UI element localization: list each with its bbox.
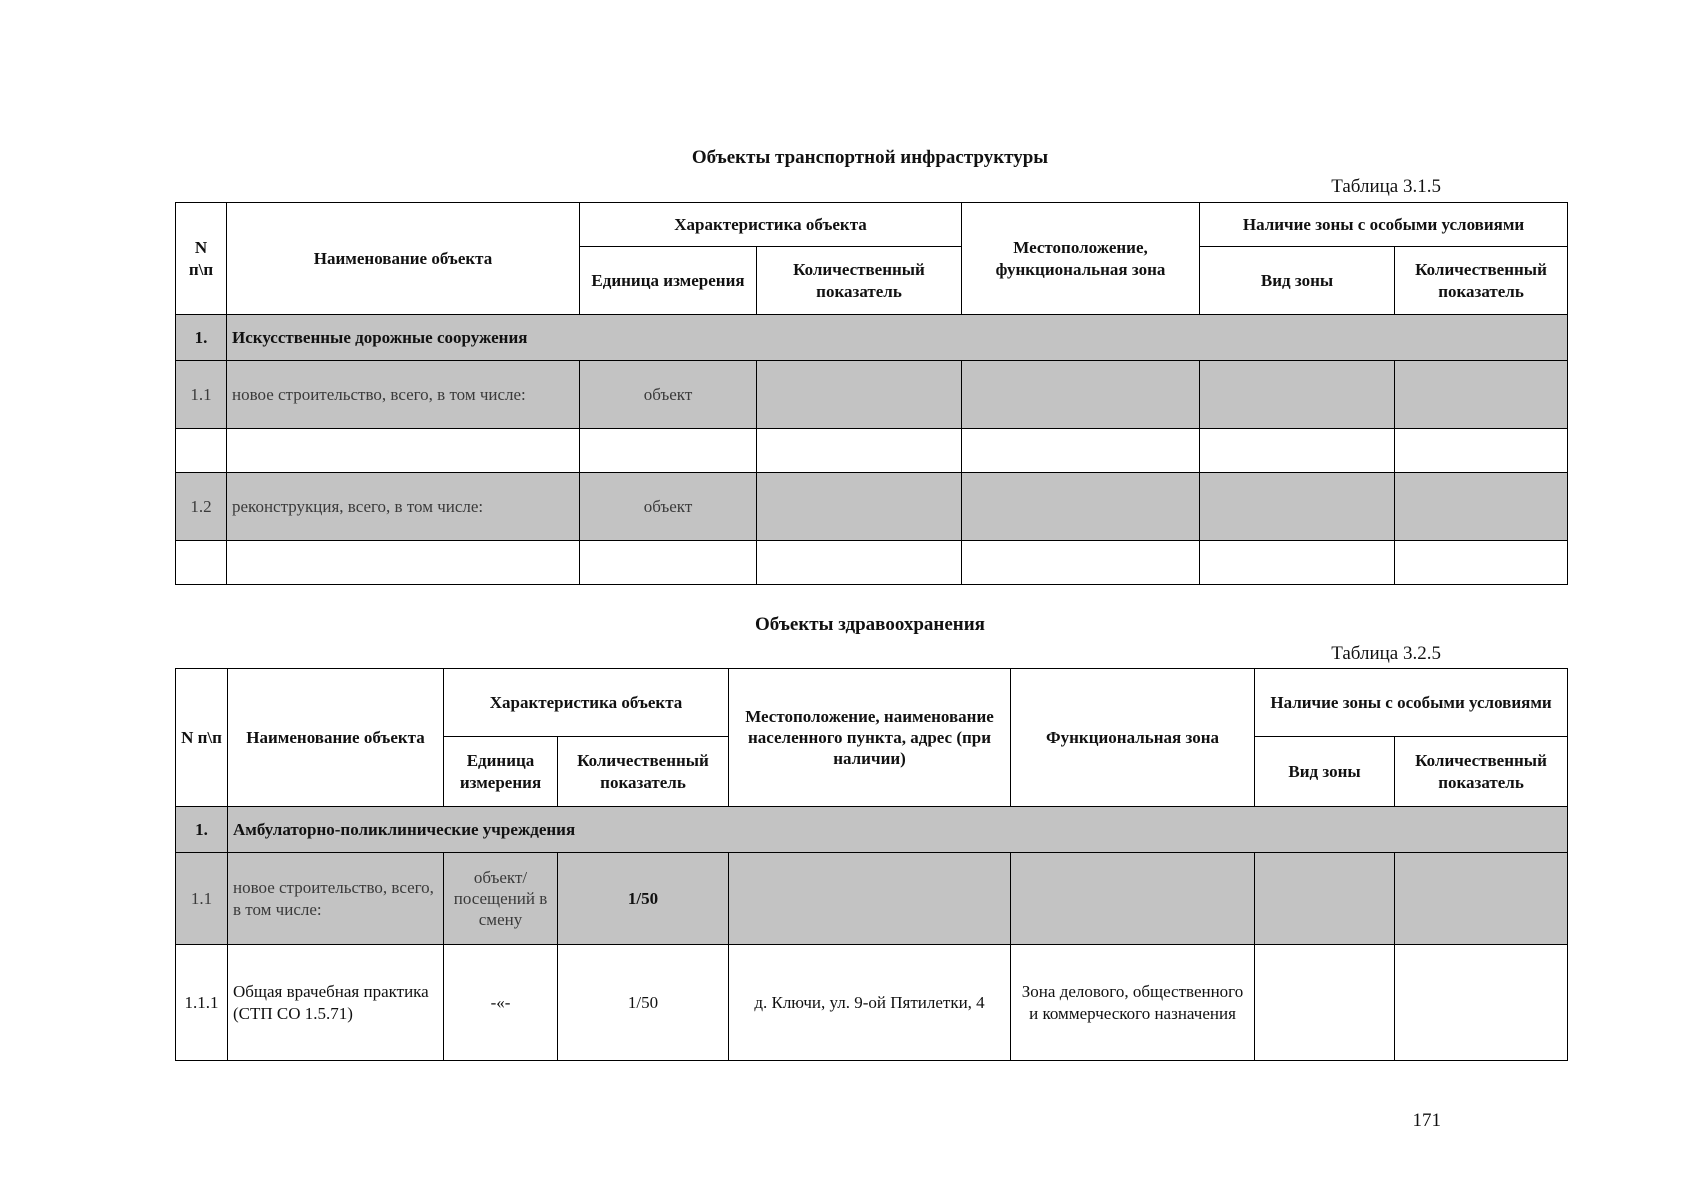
header-zone-quantity: Количественный показатель [1395,737,1568,807]
row-name: новое строительство, всего, в том числе: [228,853,444,945]
table-row [176,541,1568,585]
row-quantity [757,473,962,541]
header-characteristic: Характеристика объекта [444,669,729,737]
table-row [176,853,1568,945]
row-functional-zone [1011,853,1255,945]
row-location [729,853,1011,945]
row-unit: -«- [444,945,558,1061]
header-characteristic: Характеристика объекта [580,203,962,247]
row-quantity: 1/50 [558,945,729,1061]
table-row [176,429,1568,473]
row-number: 1.1.1 [176,945,228,1061]
header-quantity: Количественный показатель [757,247,962,315]
header-zone-type: Вид зоны [1255,737,1395,807]
header-location: Местоположение, функциональная зона [962,203,1200,315]
row-name: Общая врачебная практика (СТП СО 1.5.71) [228,945,444,1061]
row-number: 1.1 [176,853,228,945]
row-zone-type [1255,853,1395,945]
header-unit: Единица измерения [580,247,757,315]
row-location [962,361,1200,429]
section-name: Амбулаторно-поликлинические учреждения [228,807,1568,853]
row-unit: объект [580,361,757,429]
table2-title: Объекты здравоохранения [755,614,985,635]
header-functional-zone: Функциональная зона [1011,669,1255,807]
row-zone-type [1200,473,1395,541]
row-number: 1.2 [176,473,227,541]
table-transport [175,202,1568,585]
row-unit: объект/ посещений в смену [444,853,558,945]
table-row [176,945,1568,1061]
table2-number: Таблица 3.2.5 [1331,643,1441,664]
section-name: Искусственные дорожные сооружения [227,315,1568,361]
table1-number: Таблица 3.1.5 [1331,176,1441,197]
table-row [176,807,1568,853]
header-name: Наименование объекта [227,203,580,315]
header-special-zone: Наличие зоны с особыми условиями [1255,669,1568,737]
row-unit: объект [580,473,757,541]
header-unit: Единица измерения [444,737,558,807]
row-zone-type [1200,361,1395,429]
header-zone-quantity: Количественный показатель [1395,247,1568,315]
header-location: Местоположение, наименование населенного пункта, адрес (при наличии) [729,669,1011,807]
table1-title: Объекты транспортной инфраструктуры [691,147,1049,168]
row-name: реконструкция, всего, в том числе: [227,473,580,541]
row-location [962,473,1200,541]
page-number: 171 [1412,1110,1441,1131]
row-zone-quantity [1395,473,1568,541]
row-number: 1. [176,315,227,361]
row-quantity: 1/50 [558,853,729,945]
row-zone-quantity [1395,945,1568,1061]
table-row [176,361,1568,429]
row-functional-zone: Зона делового, общественного и коммерческого назначения [1011,945,1255,1061]
row-zone-quantity [1395,361,1568,429]
header-quantity: Количественный показатель [558,737,729,807]
table-row [176,315,1568,361]
row-quantity [757,361,962,429]
row-zone-type [1255,945,1395,1061]
row-name: новое строительство, всего, в том числе: [227,361,580,429]
header-special-zone: Наличие зоны с особыми условиями [1200,203,1568,247]
header-num: N п\п [176,203,227,315]
row-zone-quantity [1395,853,1568,945]
table-healthcare [175,668,1568,1061]
table-row [176,473,1568,541]
header-zone-type: Вид зоны [1200,247,1395,315]
row-number: 1. [176,807,228,853]
row-location: д. Ключи, ул. 9-ой Пятилетки, 4 [729,945,1011,1061]
header-name: Наименование объекта [228,669,444,807]
header-num: N п\п [176,669,228,807]
row-number: 1.1 [176,361,227,429]
